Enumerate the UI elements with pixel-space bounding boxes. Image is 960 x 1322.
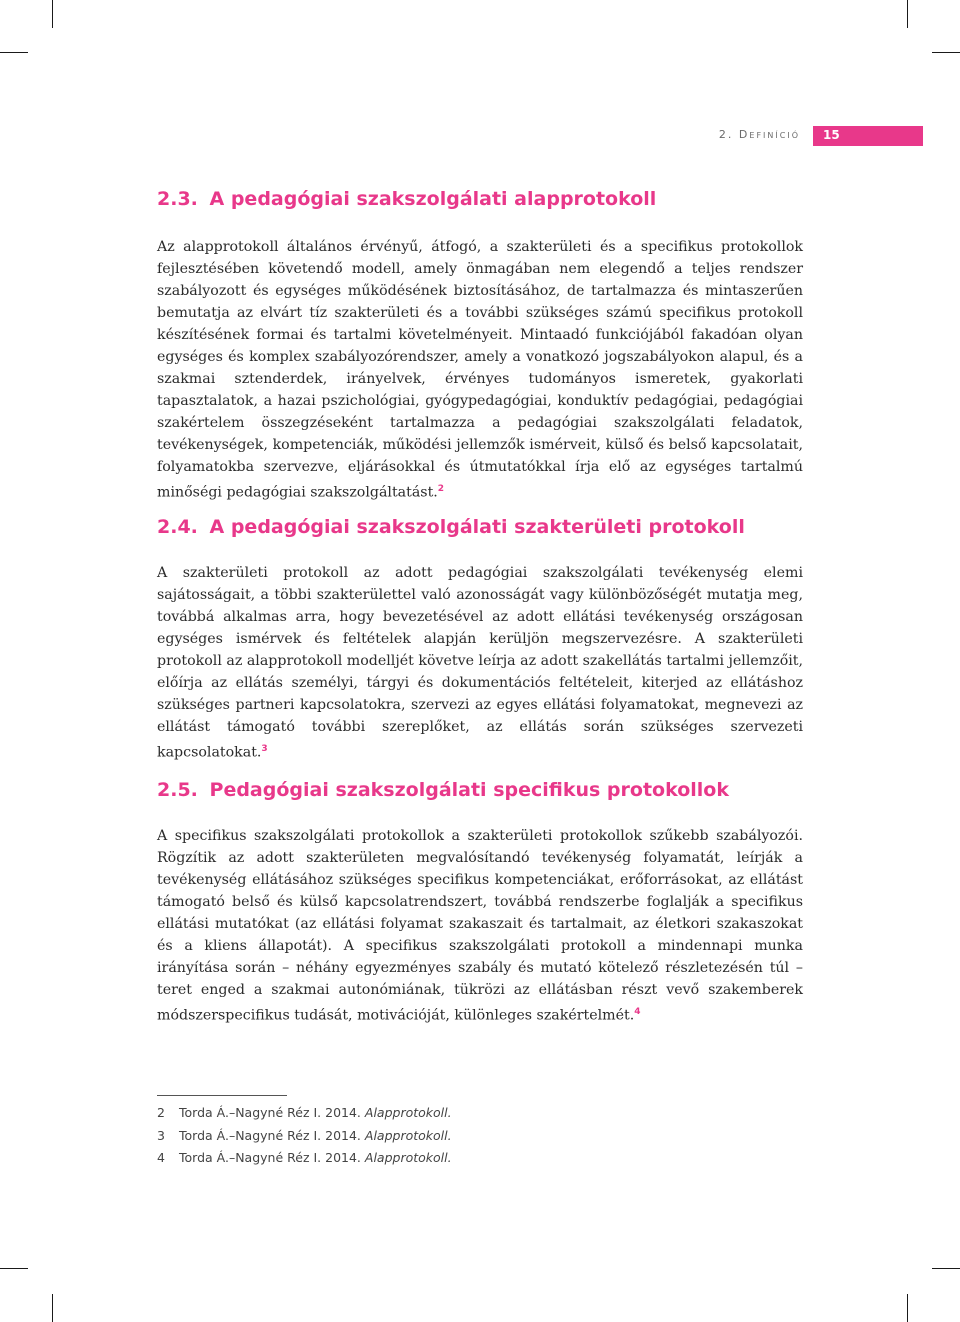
section-paragraph [157, 236, 803, 504]
paragraph-text: Az alapprotokoll általános érvényű, átfogó, a szakterületi és a specifikus protokollok fejlesztésében követendő modell, amely önmagában nem elegendő a teljes rendszer szabályozott és egységes működésének biztosításához, de tartalmazza és mintaszerűen bemutatja az elvárt tíz szakterületi és a további szükséges számú specifikus protokoll készítésének formai és tartalmi követelményeit. Mintaadó funkciójából fakadóan olyan egységes és komplex szabályozórendszer, amely a vonatkozó jogszabályokon alapul, és a szakmai sztenderdek, irányelvek, érvényes tudományos ismeretek, gyakorlati tapasztalatok, a hazai pszichológiai, gyógypedagógiai, konduktív pedagógiai, pedagógiai szakértelem összegzéseként tartalmazza a pedagógiai szakszolgálati feladatok, tevékenységek, kompetenciák, működési jellemzők ismérveit, külső és belső kapcsolatait, folyamatokba szervezve, eljárásokkal és útmutatókkal írja elő az egységes tartalmú minőségi pedagógiai szakszolgáltatást. [157, 239, 803, 501]
section-title: Pedagógiai szakszolgálati specifikus protokollok [209, 779, 729, 801]
footnote [157, 1128, 452, 1151]
footnote [157, 1150, 452, 1173]
section-heading [157, 516, 745, 538]
paragraph-text: A specifikus szakszolgálati protokollok a szakterületi protokollok szűkebb szabályozói. Rögzítik az adott szakterületen megvalósítandó tevékenység folyamatát, leírják a tevékenység ellátásához szükséges specifikus kompetenciákat, erőforrásokat, az ellátást támogató belső és külső kapcsolatrendszert, továbbá rendszerbe foglalják a specifikus ellátási mutatókat (az ellátási folyamat szakaszait és tartalmait, az életkori szakaszokat és a kliens állapotát). A specifikus szakszolgálati protokoll a mindennapi munka irányítása során – néhány egyezményes szabály és mutató kötelező részletezésén túl – teret enged a szakmai autonómiának, tükrözi az ellátásban részt vevő szakemberek módszerspecifikus tudását, motivációját, különleges szakértelmét. [157, 828, 803, 1024]
paragraph-text: A szakterületi protokoll az adott pedagógiai szakszolgálati tevékenység elemi sajátosságait, a többi szakterülettel való azonosságát vagy különbözőségét mutatja meg, továbbá alkalmas arra, hogy bevezetésével az adott ellátási tevékenység országosan egységes ismérvek és feltételek alapján kerüljön megszervezésre. A szakterületi protokoll az alapprotokoll modelljét követve leírja az adott szakellátás tartalmi jellemzőit, előírja az ellátás személyi, tárgyi és dokumentációs feltételeit, kiterjed az ellátáshoz szükséges partneri kapcsolatokra, szervezi az egyes ellátási folyamatokat, megnevezi az ellátást támogató további szereplőket, az ellátás során szükséges szervezeti kapcsolatokat. [157, 565, 803, 761]
section-number: 2.4. [157, 516, 198, 538]
footnotes [157, 1105, 452, 1173]
footnote-ref[interactable]: 3 [261, 744, 268, 754]
running-head-section: 2. Definíció [718, 128, 800, 141]
footnote-number: 4 [157, 1150, 165, 1165]
section-number: 2.3. [157, 188, 198, 210]
crop-mark [0, 52, 28, 53]
footnote-authors: Torda Á.–Nagyné Réz I. 2014. [179, 1105, 361, 1120]
section-number: 2.5. [157, 779, 198, 801]
crop-mark [52, 1294, 53, 1322]
footnote-authors: Torda Á.–Nagyné Réz I. 2014. [179, 1127, 361, 1143]
footnote-number: 3 [157, 1127, 165, 1143]
page-number: 15 [823, 128, 840, 142]
section-paragraph [157, 562, 803, 764]
section-title: A pedagógiai szakszolgálati alapprotokoll [209, 188, 657, 210]
crop-mark [907, 1294, 908, 1322]
crop-mark [907, 0, 908, 28]
footnote-title: Alapprotokoll. [364, 1105, 452, 1120]
page-number-badge [813, 126, 923, 146]
section-title: A pedagógiai szakszolgálati szakterületi protokoll [209, 516, 745, 538]
footnote-title: Alapprotokoll. [364, 1127, 452, 1143]
crop-mark [932, 1268, 960, 1269]
footnote [157, 1105, 452, 1128]
footnote-ref[interactable]: 4 [634, 1007, 641, 1017]
footnote-ref[interactable]: 2 [437, 484, 445, 494]
footnote-number: 2 [157, 1105, 165, 1120]
crop-mark [932, 52, 960, 53]
running-head [0, 126, 960, 146]
section-heading [157, 188, 656, 210]
section-heading [157, 779, 729, 801]
crop-mark [52, 0, 53, 28]
footnote-rule [157, 1095, 287, 1096]
crop-mark [0, 1268, 28, 1269]
section-paragraph [157, 825, 803, 1027]
footnote-title: Alapprotokoll. [364, 1150, 452, 1165]
footnote-authors: Torda Á.–Nagyné Réz I. 2014. [179, 1150, 361, 1165]
